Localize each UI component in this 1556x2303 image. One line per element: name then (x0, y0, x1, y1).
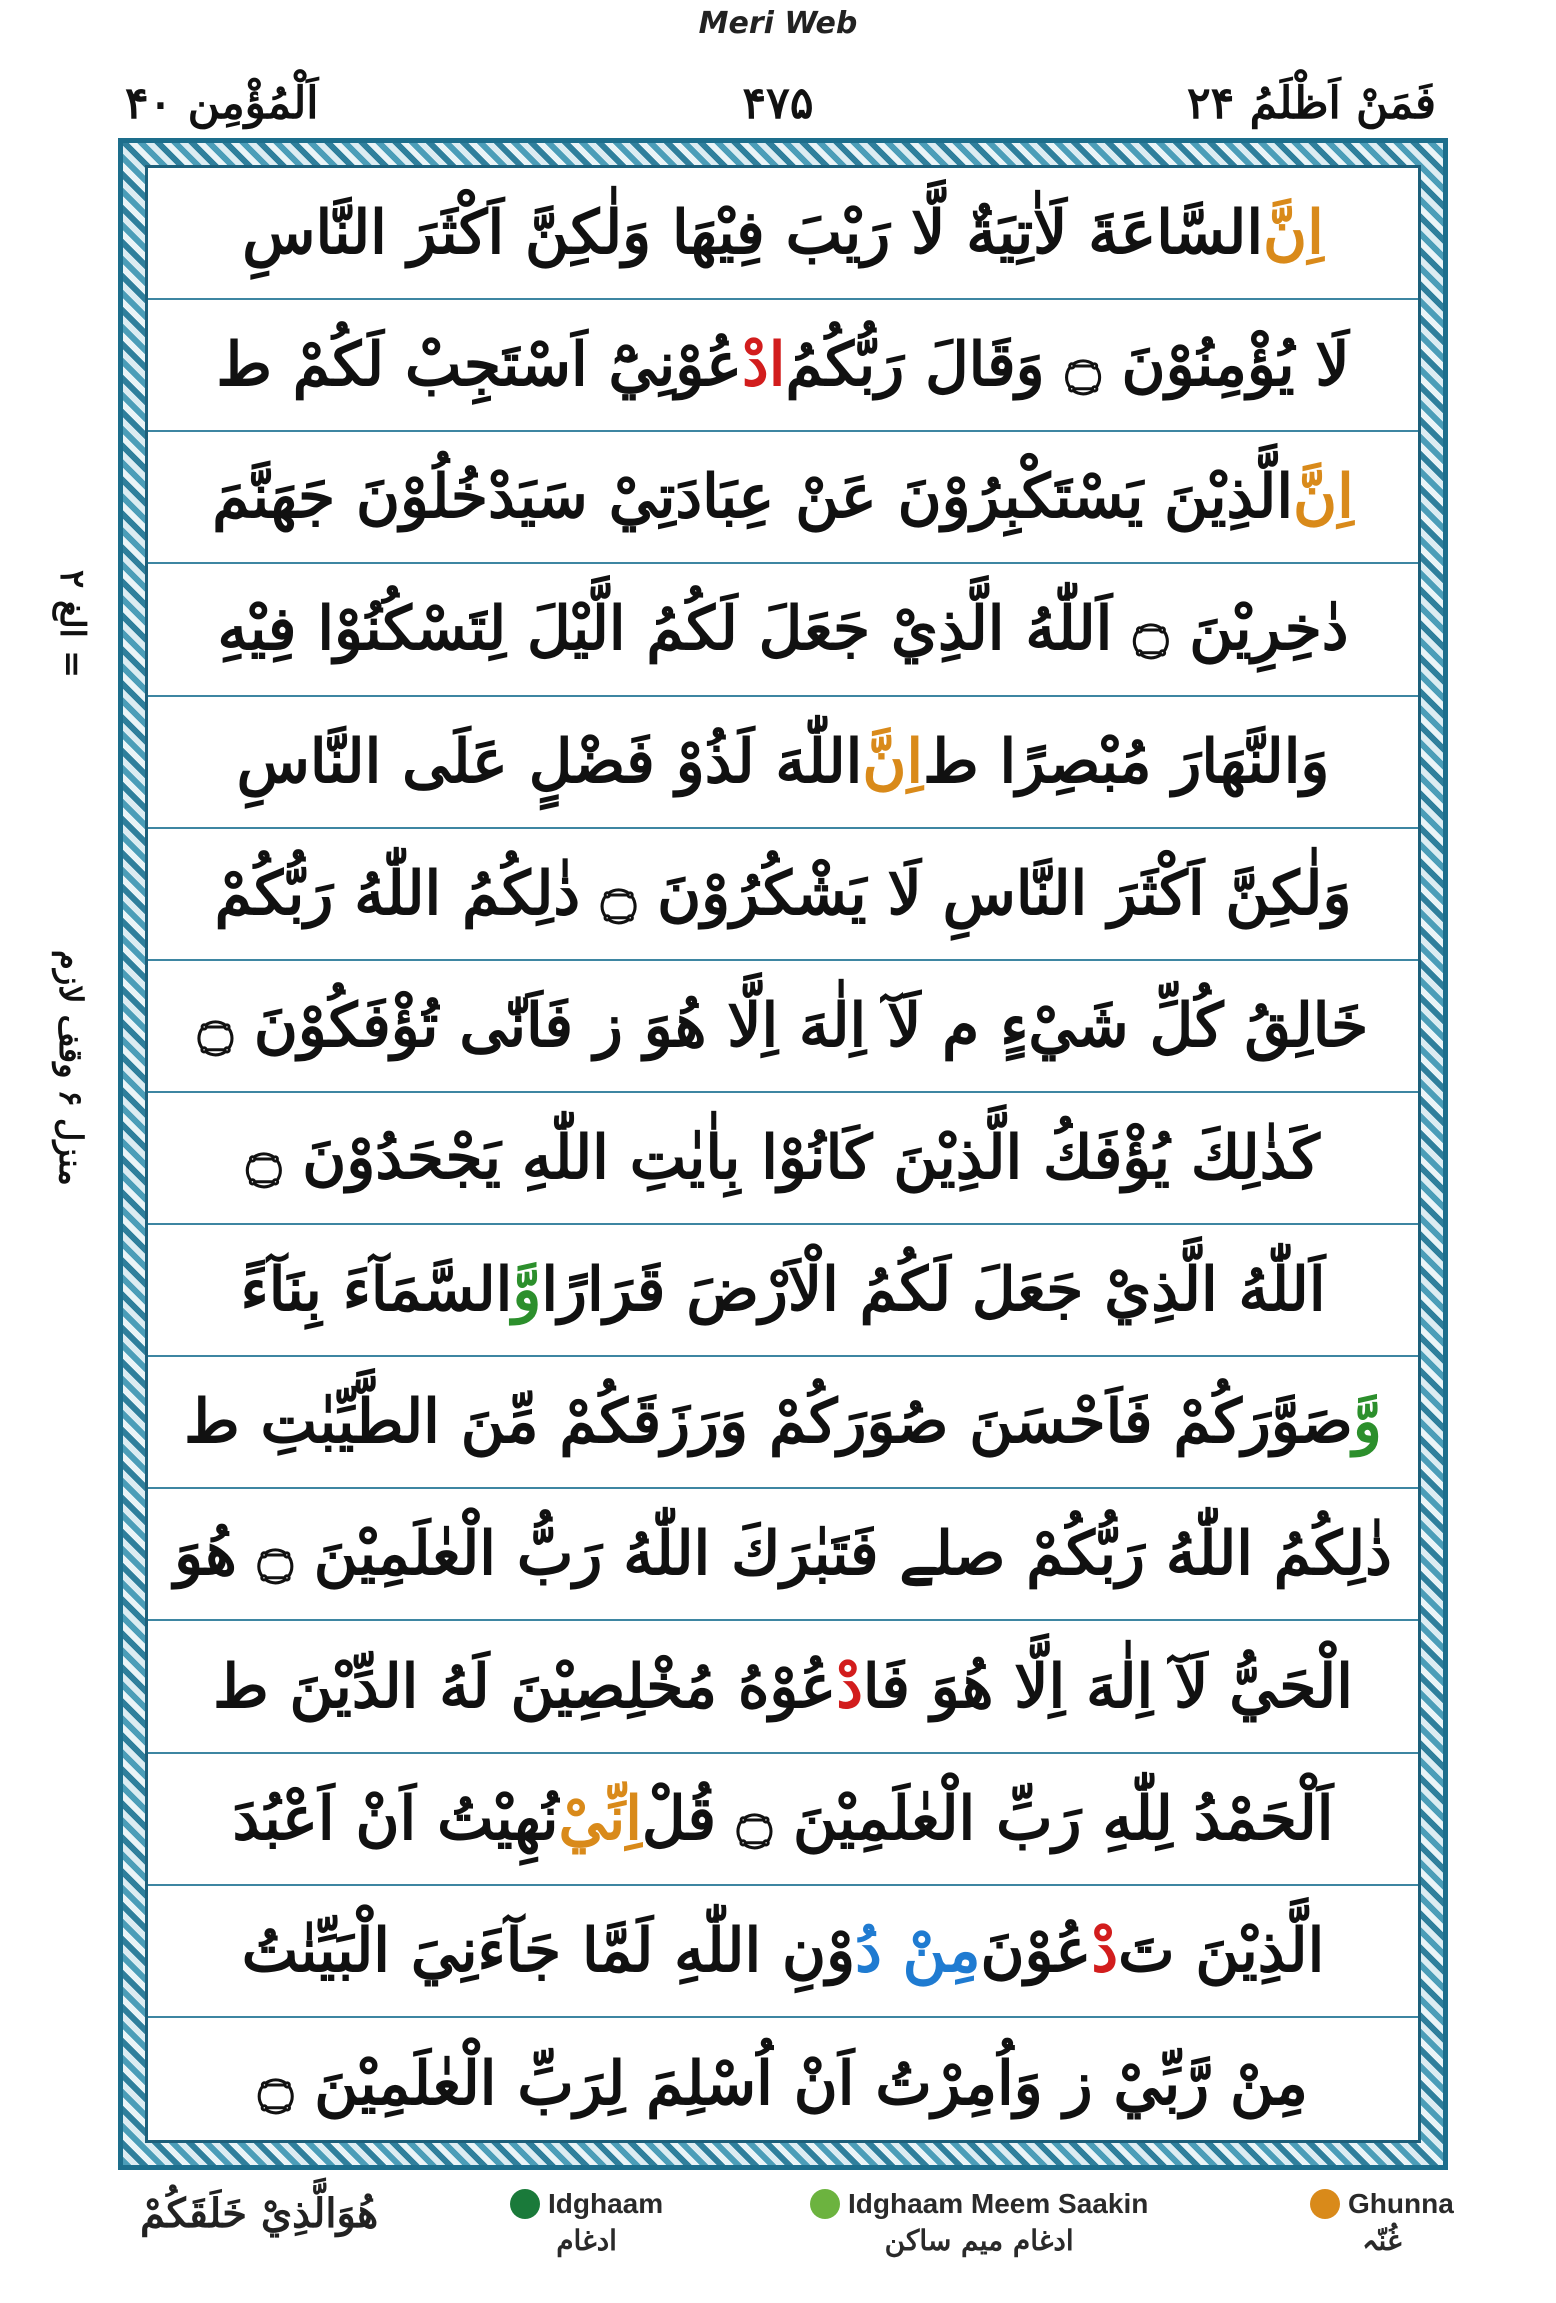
verse-segment: وَالنَّهَارَ مُبْصِرًا ط (923, 726, 1330, 797)
legend-label-ur: ادغام (556, 2224, 617, 2257)
verse-segment: وَّ (1352, 1387, 1382, 1458)
verse-segment: مِنْ دُ (855, 1915, 981, 1986)
verse-line (148, 168, 1418, 300)
legend-label-en: Idghaam Meem Saakin (848, 2188, 1149, 2219)
verse-line (148, 1093, 1418, 1225)
ghunna-color-dot (1310, 2189, 1340, 2219)
verse-segment: لَا يُؤْمِنُوْنَ ۝ وَقَالَ رَبُّكُمُ (785, 330, 1350, 401)
verse-segment: ذٰلِكُمُ اللّٰهُ رَبُّكُمْ صلے فَتَبٰرَكَ اللّٰهُ رَبُّ الْعٰلَمِيْنَ ۝ هُوَ (174, 1519, 1392, 1590)
verse-segment: مِنْ رَّبِّيْ ز وَاُمِرْتُ اَنْ اُسْلِمَ لِرَبِّ الْعٰلَمِيْنَ ۝ (258, 2048, 1308, 2119)
legend-idghaam (510, 2188, 663, 2257)
verse-segment: نُهِيْتُ اَنْ اَعْبُدَ (232, 1783, 559, 1854)
verse-segment: ادْ (742, 330, 786, 401)
legend-idghaam-meem-saakin (810, 2188, 1148, 2257)
juz-header: فَمَنْ اَظْلَمُ ۲۴ (1187, 78, 1436, 129)
verse-segment: عُوْنَ (980, 1915, 1092, 1986)
text-panel (145, 165, 1421, 2143)
verse-segment: عُوْنِيْٓ اَسْتَجِبْ لَكُمْ ط (216, 330, 743, 401)
verse-segment: اِنَّ (1263, 198, 1324, 269)
verse-segment: اَللّٰهُ الَّذِيْ جَعَلَ لَكُمُ الْاَرْضَ قَرَارًا (541, 1255, 1326, 1326)
verse-line (148, 432, 1418, 564)
verse-segment: خَالِقُ كُلِّ شَيْءٍ م لَآ اِلٰهَ اِلَّا هُوَ ز فَاَنّٰى تُؤْفَكُوْنَ ۝ (197, 990, 1369, 1061)
verse-segment: اِنَّ (1293, 462, 1354, 533)
legend-ghunna (1310, 2188, 1454, 2257)
verse-lines (148, 168, 1418, 2140)
verse-segment: اَلْحَمْدُ لِلّٰهِ رَبِّ الْعٰلَمِيْنَ ۝ قُلْ (641, 1783, 1334, 1854)
legend-label-en: Idghaam (548, 2188, 664, 2219)
verse-segment: دْ (836, 1651, 863, 1722)
verse-segment: وَّ (512, 1255, 542, 1326)
surah-header: اَلْمُؤْمِن ۴۰ (125, 78, 319, 129)
verse-line (148, 2018, 1418, 2150)
idghaam-color-dot (510, 2189, 540, 2219)
verse-line (148, 697, 1418, 829)
verse-segment: كَذٰلِكَ يُؤْفَكُ الَّذِيْنَ كَانُوْا بِاٰيٰتِ اللّٰهِ يَجْحَدُوْنَ ۝ (246, 1122, 1320, 1193)
verse-line (148, 1225, 1418, 1357)
verse-line (148, 564, 1418, 696)
verse-line (148, 1754, 1418, 1886)
margin-note-bottom: منزل ۶ وقف لازم (52, 950, 90, 1186)
verse-segment: السَّمَآءَ بِنَآءً (240, 1255, 513, 1326)
idghaam-meem-color-dot (810, 2189, 840, 2219)
page-number: ۴۷۵ (742, 78, 814, 129)
margin-note-top: = الغ ۲ (52, 570, 92, 679)
verse-segment: وَلٰكِنَّ اَكْثَرَ النَّاسِ لَا يَشْكُرُوْنَ ۝ ذٰلِكُمُ اللّٰهُ رَبُّكُمْ (214, 858, 1352, 929)
verse-line (148, 1886, 1418, 2018)
decorative-border (118, 138, 1448, 2170)
verse-segment: عُوْهُ مُخْلِصِيْنَ لَهُ الدِّيْنَ ط (213, 1651, 837, 1722)
verse-segment: اللّٰهَ لَذُوْ فَضْلٍ عَلَى النَّاسِ (236, 726, 863, 797)
legend-label-en: Ghunna (1348, 2188, 1454, 2219)
verse-segment: الَّذِيْنَ يَسْتَكْبِرُوْنَ عَنْ عِبَادَتِيْ سَيَدْخُلُوْنَ جَهَنَّمَ (212, 462, 1293, 533)
site-title: Meri Web (698, 6, 858, 41)
verse-line (148, 300, 1418, 432)
verse-segment: الَّذِيْنَ تَ (1118, 1915, 1325, 1986)
verse-segment: اِنَّ (862, 726, 924, 797)
legend-label-ur: غُنّہ (1362, 2224, 1402, 2257)
verse-segment: دٰخِرِيْنَ ۝ اَللّٰهُ الَّذِيْ جَعَلَ لَكُمُ الَّيْلَ لِتَسْكُنُوْا فِيْهِ (217, 594, 1349, 665)
verse-line (148, 961, 1418, 1093)
verse-segment: الْحَيُّ لَآ اِلٰهَ اِلَّا هُوَ فَا (862, 1651, 1353, 1722)
verse-line (148, 1357, 1418, 1489)
verse-segment: دْ (1091, 1915, 1119, 1986)
verse-segment: السَّاعَةَ لَاٰتِيَةٌ لَّا رَيْبَ فِيْهَا وَلٰكِنَّ اَكْثَرَ النَّاسِ (242, 198, 1264, 269)
verse-line (148, 1621, 1418, 1753)
verse-segment: اِنِّيْ (558, 1783, 642, 1854)
next-page-catchword: هُوَالَّذِيْ خَلَقَكُمْ (140, 2190, 379, 2237)
verse-line (148, 1489, 1418, 1621)
verse-segment: صَوَّرَكُمْ فَاَحْسَنَ صُوَرَكُمْ وَرَزَقَكُمْ مِّنَ الطَّيِّبٰتِ ط (184, 1387, 1353, 1458)
legend-label-ur: ادغام میم ساکن (884, 2224, 1074, 2257)
verse-line (148, 829, 1418, 961)
verse-segment: وْنِ اللّٰهِ لَمَّا جَآءَنِيَ الْبَيِّنٰتُ (241, 1915, 856, 1986)
